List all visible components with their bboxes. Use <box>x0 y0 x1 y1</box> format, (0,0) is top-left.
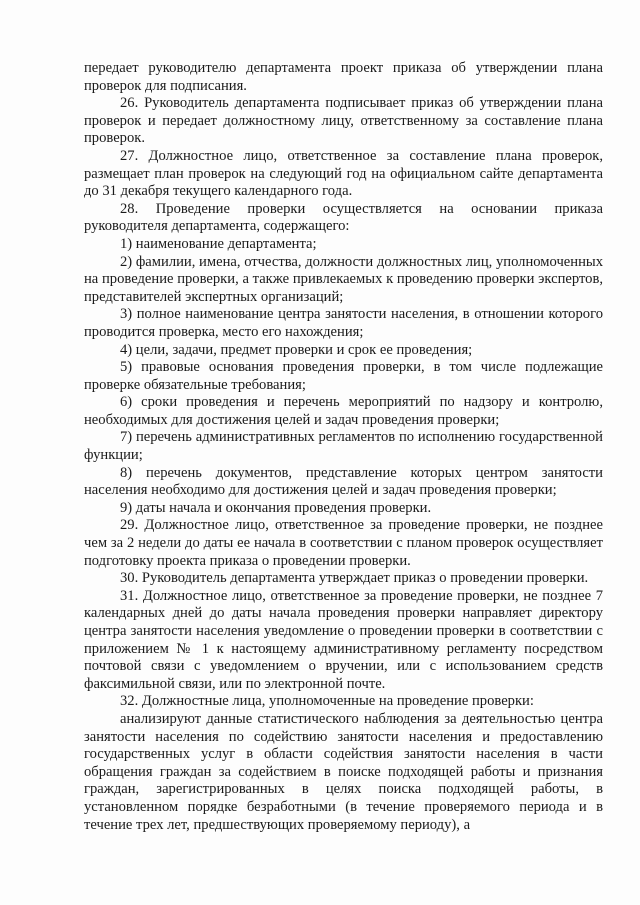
list-item-3: 3) полное наименование центра занятости населения, в отношении которого проводится проверка, место его нахождения; <box>84 306 603 340</box>
list-item-8: 8) перечень документов, представление которых центром занятости населения необходимо для достижения целей и задач проведения проверки; <box>84 464 603 499</box>
list-item-4: 4) цели, задачи, предмет проверки и срок ее проведения; <box>120 341 473 358</box>
paragraph-continuation: передает руководителю департамента проект приказа об утверждении плана проверок для подписания. <box>84 60 603 94</box>
list-item-7: 7) перечень административных регламентов по исполнению государственной функции; <box>84 429 603 464</box>
paragraph-28: 28. Проведение проверки осуществляется на основании приказа руководителя департамента, содержащего: <box>84 200 603 235</box>
list-item-1: 1) наименование департамента; <box>120 235 317 252</box>
list-item-2: 2) фамилии, имена, отчества, должности должностных лиц, уполномоченных на проведение проверки, а также привлекаемых к проведению проверки экспертов, представителей экспертных организаций; <box>84 253 603 305</box>
paragraph-26: 26. Руководитель департамента подписывает приказ об утверждении плана проверок и передает должностному лицу, ответственному за составление плана проверок. <box>84 95 603 147</box>
list-item-9: 9) даты начала и окончания проведения проверки. <box>120 499 432 516</box>
document-body <box>84 60 603 834</box>
paragraph-32: 32. Должностные лица, уполномоченные на проведение проверки: <box>120 693 534 710</box>
paragraph-30: 30. Руководитель департамента утверждает приказ о проведении проверки. <box>120 570 589 587</box>
paragraph-32-analysis: анализируют данные статистического наблюдения за деятельностью центра занятости населения по содействию занятости населения и предоставлению государственных услуг в области содействия занятости населения в части обращения граждан за содействием в поиске подходящей работы и признания граждан, зарегистрированных в целях поиска подходящей работы, в установленном порядке безработными (в течение проверяемого периода и в течение трех лет, предшествующих проверяемому периоду), а <box>84 710 603 833</box>
paragraph-31: 31. Должностное лицо, ответственное за проведение проверки, не позднее 7 календарных дней до даты начала проведения проверки направляет директору центра занятости населения уведомление о проведении проверки в соответствии с приложением № 1 к настоящему административному регламенту посредством почтовой связи с уведомлением о вручении, или с использованием средств факсимильной связи, или по электронной почте. <box>84 587 603 692</box>
list-item-6: 6) сроки проведения и перечень мероприятий по надзору и контролю, необходимых для достижения целей и задач проведения проверки; <box>84 394 603 428</box>
list-item-5: 5) правовые основания проведения проверки, в том числе подлежащие проверке обязательные требования; <box>84 359 603 393</box>
paragraph-29: 29. Должностное лицо, ответственное за проведение проверки, не позднее чем за 2 недели до даты ее начала в соответствии с планом проверок осуществляет подготовку проекта приказа о проведении проверки. <box>84 517 603 569</box>
paragraph-27: 27. Должностное лицо, ответственное за составление плана проверок, размещает план проверок на следующий год на официальном сайте департамента до 31 декабря текущего календарного года. <box>84 147 603 200</box>
